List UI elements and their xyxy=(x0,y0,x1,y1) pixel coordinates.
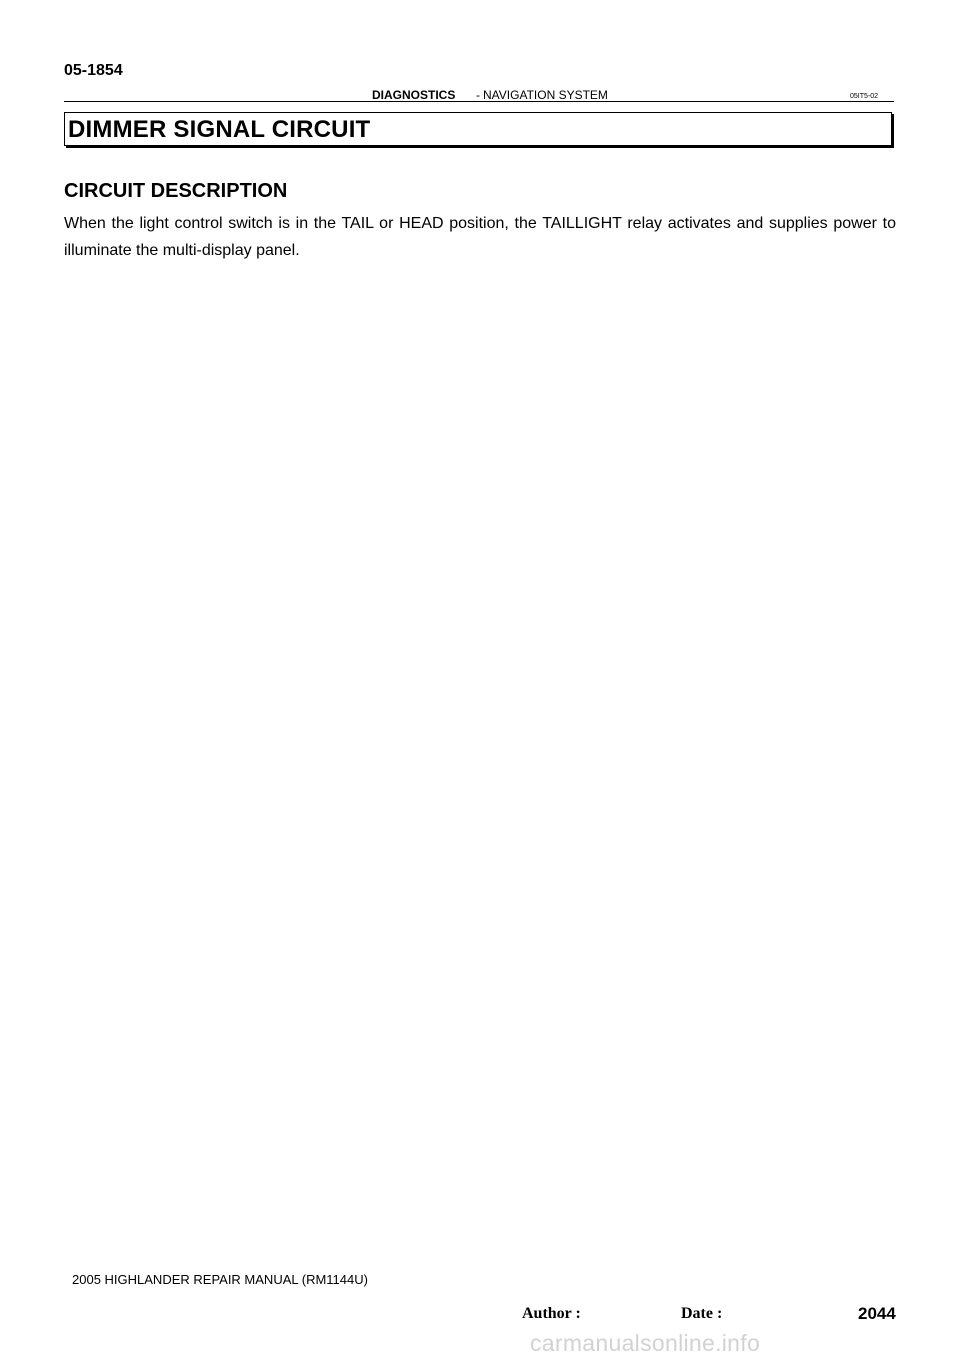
header-section: DIAGNOSTICS xyxy=(372,88,456,102)
section-heading: CIRCUIT DESCRIPTION xyxy=(64,180,288,202)
watermark: carmanualsonline.info xyxy=(530,1330,761,1356)
header-separator: - xyxy=(476,88,480,102)
header-rule xyxy=(64,101,894,102)
page-title: DIMMER SIGNAL CIRCUIT xyxy=(68,116,371,143)
footer-date-label: Date : xyxy=(681,1305,723,1322)
title-box xyxy=(64,112,892,146)
running-header xyxy=(64,88,894,102)
header-subsection: NAVIGATION SYSTEM xyxy=(483,88,608,102)
circuit-description-text: When the light control switch is in the TAIL or HEAD position, the TAILLIGHT relay activates and supplies power to illuminate the multi-display panel. xyxy=(64,215,896,259)
footer-author-label: Author : xyxy=(522,1305,581,1322)
footer-manual-title: 2005 HIGHLANDER REPAIR MANUAL (RM1144U) xyxy=(72,1272,368,1287)
document-code: 05IT5-02 xyxy=(850,93,879,100)
footer-page-number: 2044 xyxy=(858,1304,896,1323)
page-number: 05-1854 xyxy=(64,62,123,79)
